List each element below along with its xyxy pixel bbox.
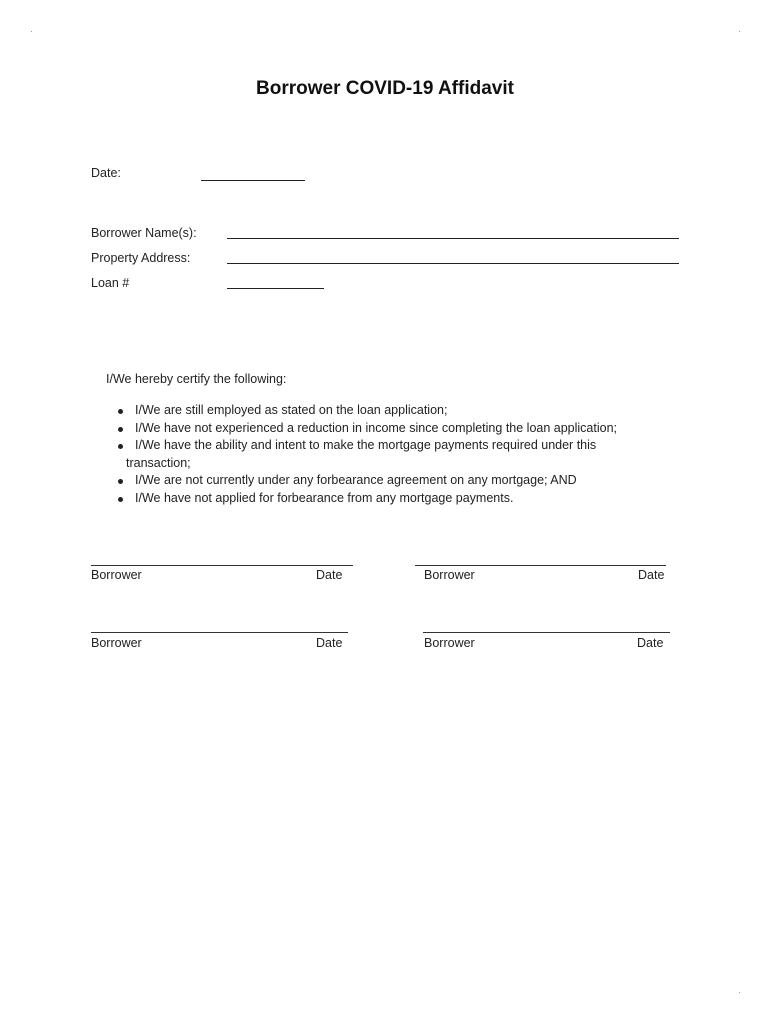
borrower-signature-label: Borrower xyxy=(91,636,142,650)
borrower-signature-label: Borrower xyxy=(424,568,475,582)
certify-intro: I/We hereby certify the following: xyxy=(106,372,287,386)
date-field-line[interactable] xyxy=(201,180,305,181)
bullet-icon xyxy=(118,409,123,414)
document-title: Borrower COVID-19 Affidavit xyxy=(256,78,514,99)
borrower-signature-label: Borrower xyxy=(424,636,475,650)
certification-item: I/We have not experienced a reduction in income since completing the loan application; xyxy=(116,420,656,438)
certification-item: I/We have not applied for forbearance from any mortgage payments. xyxy=(116,490,656,508)
corner-mark xyxy=(739,31,740,32)
property-address-label: Property Address: xyxy=(91,251,191,265)
date-label: Date: xyxy=(91,166,121,180)
certification-list xyxy=(116,402,656,507)
bullet-icon xyxy=(118,479,123,484)
borrower-signature-line-1[interactable] xyxy=(91,565,353,566)
borrower-signature-label: Borrower xyxy=(91,568,142,582)
bullet-icon xyxy=(118,497,123,502)
bullet-icon xyxy=(118,427,123,432)
signature-date-label: Date xyxy=(316,568,343,582)
borrower-names-field-line[interactable] xyxy=(227,238,679,239)
borrower-signature-line-3[interactable] xyxy=(91,632,348,633)
borrower-signature-line-4[interactable] xyxy=(423,632,670,633)
corner-mark xyxy=(31,31,32,32)
corner-mark xyxy=(739,992,740,993)
loan-number-field-line[interactable] xyxy=(227,288,324,289)
property-address-field-line[interactable] xyxy=(227,263,679,264)
signature-date-label: Date xyxy=(316,636,343,650)
certification-item: I/We are not currently under any forbearance agreement on any mortgage; AND xyxy=(116,472,656,490)
borrower-names-label: Borrower Name(s): xyxy=(91,226,197,240)
bullet-icon xyxy=(118,444,123,449)
signature-date-label: Date xyxy=(638,568,665,582)
loan-number-label: Loan # xyxy=(91,276,130,290)
certification-item: I/We have the ability and intent to make the mortgage payments required under this transaction; xyxy=(116,437,656,472)
signature-date-label: Date xyxy=(637,636,664,650)
certification-item: I/We are still employed as stated on the loan application; xyxy=(116,402,656,420)
borrower-signature-line-2[interactable] xyxy=(415,565,666,566)
